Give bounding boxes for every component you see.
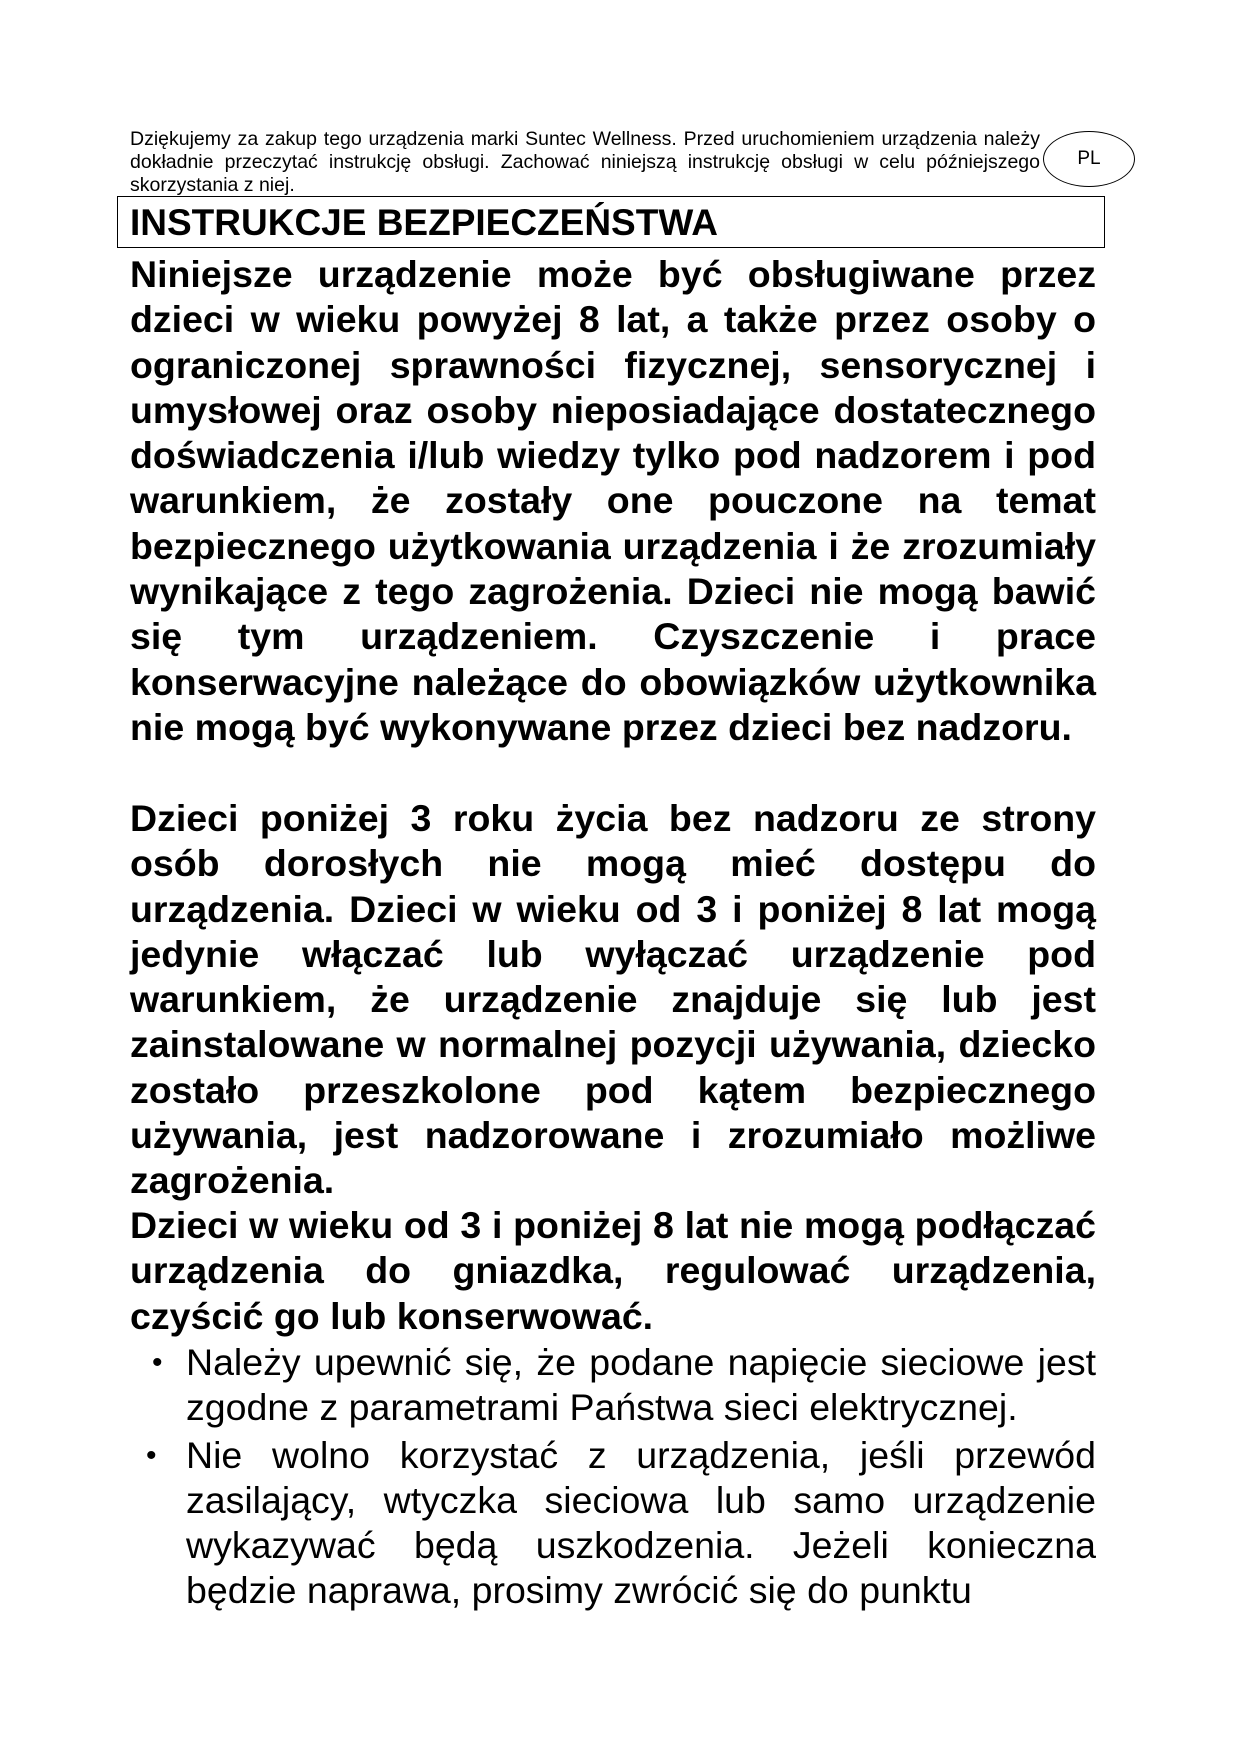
- bullet-text: Należy upewnić się, że podane napięcie sieciowe jest zgodne z parametrami Państwa sieci elektrycznej.: [186, 1341, 1096, 1429]
- section-title: INSTRUKCJE BEZPIECZEŃSTWA: [130, 202, 718, 243]
- bullet-text: Nie wolno korzystać z urządzenia, jeśli przewód zasilający, wtyczka sieciowa lub samo urządzenie wykazywać będą uszkodzenia. Jeżeli konieczna będzie naprawa, prosimy zwrócić się do punktu: [186, 1433, 1096, 1612]
- safety-bullet-list: [130, 1340, 1096, 1614]
- section-title-box: [117, 196, 1105, 248]
- intro-text: Dziękujemy za zakup tego urządzenia marki Suntec Wellness. Przed uruchomieniem urządzenia należy dokładnie przeczytać instrukcję obsługi. Zachować niniejszą instrukcję obsługi w celu późniejszego skorzystania z niej.: [130, 128, 1040, 196]
- list-item: [130, 1340, 1096, 1431]
- language-badge: [1043, 131, 1135, 187]
- safety-paragraph-3: Dzieci w wieku od 3 i poniżej 8 lat nie mogą podłączać urządzenia do gniazdka, regulować urządzenia, czyścić go lub konserwować.: [130, 1204, 1096, 1337]
- bullet-dot-icon: •: [146, 1438, 157, 1472]
- safety-paragraph-1: Niniejsze urządzenie może być obsługiwane przez dzieci w wieku powyżej 8 lat, a także przez osoby o ograniczonej sprawności fizycznej, sensorycznej i umysłowej oraz osoby nieposiadające dostatecznego doświadczenia i/lub wiedzy tylko pod nadzorem i pod warunkiem, że zostały one pouczone na temat bezpiecznego użytkowania urządzenia i że zrozumiały wynikające z tego zagrożenia. Dzieci nie mogą bawić się tym urządzeniem. Czyszczenie i prace konserwacyjne należące do obowiązków użytkownika nie mogą być wykonywane przez dzieci bez nadzoru.: [130, 253, 1096, 748]
- bullet-dot-icon: •: [152, 1346, 163, 1379]
- safety-paragraph-2: Dzieci poniżej 3 roku życia bez nadzoru ze strony osób dorosłych nie mogą mieć dostępu do urządzenia. Dzieci w wieku od 3 i poniżej 8 lat mogą jedynie włączać lub wyłączać urządzenie pod warunkiem, że urządzenie znajduje się lub jest zainstalowane w normalnej pozycji używania, dziecko zostało przeszkolone pod kątem bezpiecznego używania, jest nadzorowane i zrozumiało możliwe zagrożenia.: [130, 797, 1096, 1202]
- language-badge-label: PL: [1077, 148, 1101, 169]
- list-item: [130, 1433, 1096, 1614]
